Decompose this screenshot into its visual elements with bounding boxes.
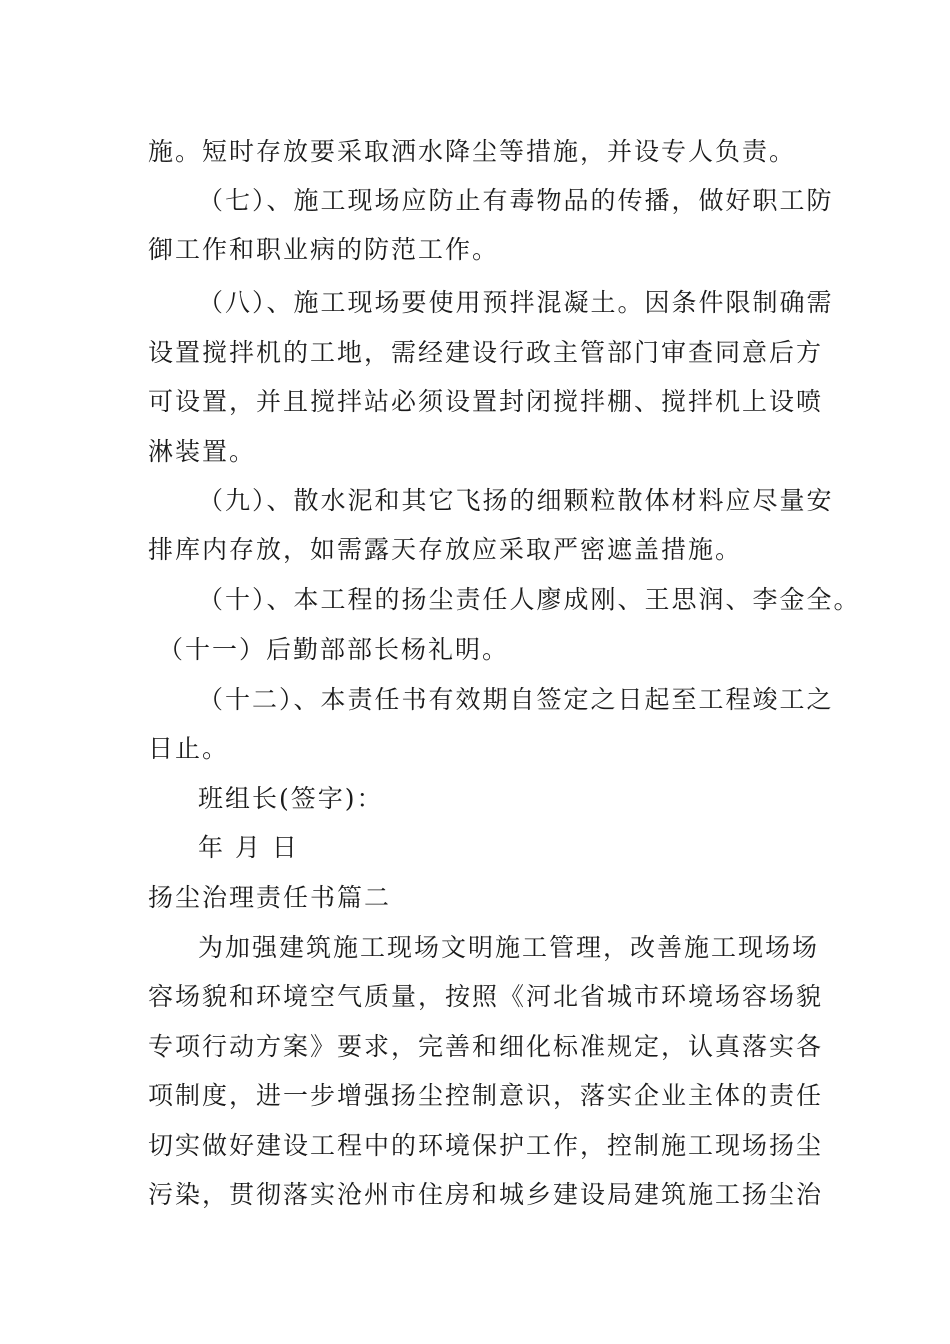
text-line-3: 御工作和职业病的防范工作。 (148, 235, 500, 264)
text-line-21: 切实做好建设工程中的环境保护工作，控制施工现场扬尘 (148, 1131, 824, 1160)
text-line-2: （七）、施工现场应防止有毒物品的传播，做好职工防 (198, 186, 834, 215)
text-line-4: （八）、施工现场要使用预拌混凝土。因条件限制确需 (198, 288, 834, 317)
text-line-5: 设置搅拌机的工地，需经建设行政主管部门审查同意后方 (148, 338, 824, 367)
text-line-17: 为加强建筑施工现场文明施工管理，改善施工现场场 (198, 933, 820, 962)
text-line-22: 污染，贯彻落实沧州市住房和城乡建设局建筑施工扬尘治 (148, 1180, 824, 1209)
text-line-13: 日止。 (148, 734, 230, 763)
text-line-1: 施。短时存放要采取洒水降尘等措施，并设专人负责。 (148, 137, 797, 166)
text-line-18: 容场貌和环境空气质量，按照《河北省城市环境场容场貌 (148, 982, 824, 1011)
text-line-12: （十二）、本责任书有效期自签定之日起至工程竣工之 (198, 685, 834, 714)
text-line-10: （十）、本工程的扬尘责任人廖成刚、王思润、李金全。 (198, 585, 861, 614)
text-line-8: （九）、散水泥和其它飞扬的细颗粒散体材料应尽量安 (198, 486, 834, 515)
text-line-9: 排库内存放，如需露天存放应采取严密遮盖措施。 (148, 535, 743, 564)
text-line-7: 淋装置。 (148, 437, 257, 466)
text-line-6: 可设置，并且搅拌站必须设置封闭搅拌棚、搅拌机上设喷 (148, 387, 824, 416)
section-heading: 扬尘治理责任书篇二 (148, 883, 392, 912)
date-line: 年 月 日 (198, 833, 299, 862)
text-line-11: （十一）后勤部部长杨礼明。 (158, 635, 510, 664)
text-line-19: 专项行动方案》要求，完善和细化标准规定，认真落实各 (148, 1032, 824, 1061)
text-line-20: 项制度，进一步增强扬尘控制意识，落实企业主体的责任 (148, 1081, 824, 1110)
signature-label: 班组长(签字)： (198, 784, 384, 813)
